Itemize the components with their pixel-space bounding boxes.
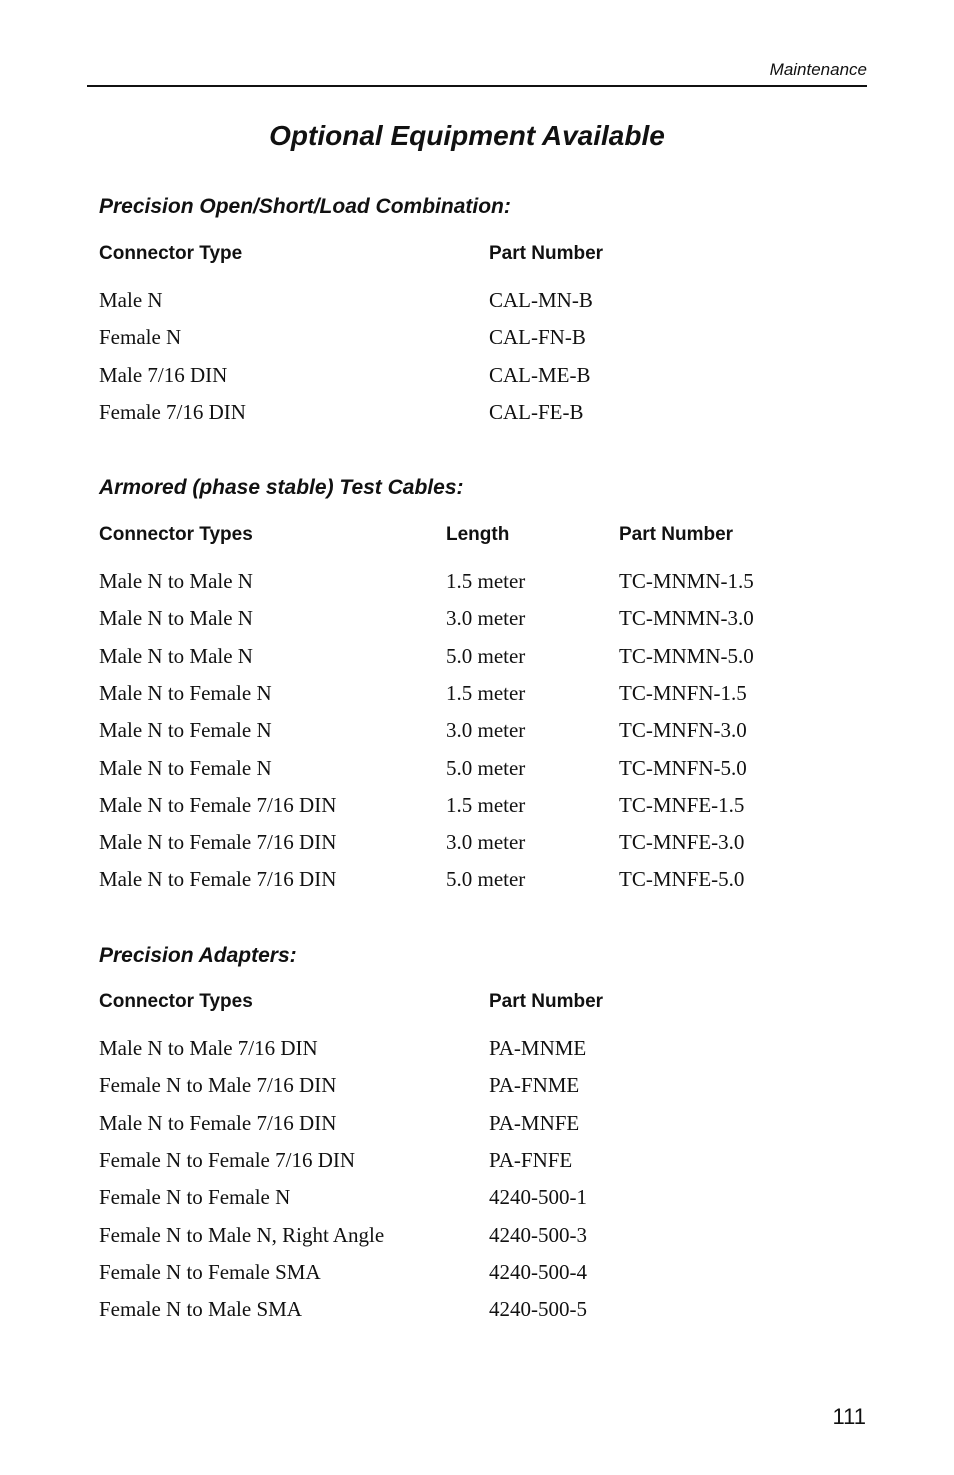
section-title-test-cables: Armored (phase stable) Test Cables: xyxy=(99,476,464,499)
part-number-cell: TC-MNMN-1.5 xyxy=(619,569,754,593)
table-row xyxy=(0,1036,954,1066)
column-header-part-number: Part Number xyxy=(489,991,604,1012)
length-cell: 1.5 meter xyxy=(446,792,526,817)
connector-cell: Male N to Female 7/16 DIN xyxy=(99,830,337,855)
connector-cell: Male N to Male 7/16 DIN xyxy=(99,1036,318,1060)
table-row xyxy=(0,288,954,318)
table-row xyxy=(0,363,954,393)
connector-cell: Male 7/16 DIN xyxy=(99,362,228,387)
connector-cell: Male N xyxy=(99,288,163,312)
connector-cell: Female 7/16 DIN xyxy=(99,399,246,424)
table-row xyxy=(0,793,954,823)
table-row xyxy=(0,867,954,897)
part-number-cell: 4240-500-3 xyxy=(489,1222,587,1247)
part-number-cell: PA-FNME xyxy=(489,1073,580,1098)
table-row xyxy=(0,681,954,711)
table-row xyxy=(0,756,954,786)
length-cell: 3.0 meter xyxy=(446,606,526,631)
column-header-connector-types: Connector Types xyxy=(99,991,253,1012)
table-row xyxy=(0,1223,954,1253)
part-number-cell: CAL-MN-B xyxy=(489,288,593,312)
length-cell: 1.5 meter xyxy=(446,569,526,593)
page-number: 111 xyxy=(832,1404,866,1429)
connector-cell: Female N to Female 7/16 DIN xyxy=(99,1147,356,1172)
column-header-connector-type: Connector Type xyxy=(99,243,243,264)
connector-cell: Male N to Female N xyxy=(99,718,272,743)
connector-cell: Female N to Female SMA xyxy=(99,1259,321,1284)
running-header: Maintenance xyxy=(769,60,867,79)
length-cell: 5.0 meter xyxy=(446,755,526,780)
connector-cell: Female N to Male N, Right Angle xyxy=(99,1222,385,1247)
table-row xyxy=(0,1260,954,1290)
part-number-cell: CAL-FE-B xyxy=(489,399,584,424)
connector-cell: Male N to Female 7/16 DIN xyxy=(99,867,337,892)
part-number-cell: CAL-FN-B xyxy=(489,325,586,350)
part-number-cell: 4240-500-4 xyxy=(489,1259,587,1284)
connector-cell: Male N to Male N xyxy=(99,643,253,668)
length-cell: 3.0 meter xyxy=(446,718,526,743)
connector-cell: Female N to Male SMA xyxy=(99,1297,302,1322)
table-row xyxy=(0,569,954,599)
connector-cell: Male N to Female N xyxy=(99,755,272,780)
table-row xyxy=(0,718,954,748)
header-rule xyxy=(87,85,867,87)
part-number-cell: PA-MNME xyxy=(489,1036,587,1060)
part-number-cell: TC-MNFE-5.0 xyxy=(619,867,745,892)
table-row xyxy=(0,325,954,355)
part-number-cell: TC-MNFN-3.0 xyxy=(619,718,747,743)
table-row xyxy=(0,1073,954,1103)
connector-cell: Male N to Male N xyxy=(99,569,253,593)
part-number-cell: TC-MNFN-5.0 xyxy=(619,755,747,780)
table-row xyxy=(0,606,954,636)
part-number-cell: TC-MNFN-1.5 xyxy=(619,680,747,705)
connector-cell: Male N to Female N xyxy=(99,680,272,705)
part-number-cell: 4240-500-1 xyxy=(489,1185,587,1210)
table-row xyxy=(0,400,954,430)
length-cell: 3.0 meter xyxy=(446,830,526,855)
part-number-cell: TC-MNMN-5.0 xyxy=(619,643,754,668)
column-header-part-number: Part Number xyxy=(619,524,734,545)
table-row xyxy=(0,1148,954,1178)
length-cell: 5.0 meter xyxy=(446,643,526,668)
page-title: Optional Equipment Available xyxy=(269,120,665,151)
part-number-cell: TC-MNFE-1.5 xyxy=(619,792,745,817)
table-row xyxy=(0,644,954,674)
part-number-cell: TC-MNFE-3.0 xyxy=(619,830,745,855)
connector-cell: Male N to Female 7/16 DIN xyxy=(99,792,337,817)
length-cell: 1.5 meter xyxy=(446,680,526,705)
table-row xyxy=(0,1297,954,1327)
column-header-connector-types: Connector Types xyxy=(99,524,253,545)
part-number-cell: PA-FNFE xyxy=(489,1147,573,1172)
column-header-length: Length xyxy=(446,524,510,545)
table-row xyxy=(0,830,954,860)
connector-cell: Female N xyxy=(99,325,182,350)
part-number-cell: CAL-ME-B xyxy=(489,362,591,387)
part-number-cell: PA-MNFE xyxy=(489,1110,580,1135)
section-title-calibration: Precision Open/Short/Load Combination: xyxy=(99,195,511,218)
part-number-cell: 4240-500-5 xyxy=(489,1297,587,1322)
connector-cell: Male N to Female 7/16 DIN xyxy=(99,1110,337,1135)
length-cell: 5.0 meter xyxy=(446,867,526,892)
table-row xyxy=(0,1185,954,1215)
part-number-cell: TC-MNMN-3.0 xyxy=(619,606,754,631)
connector-cell: Female N to Female N xyxy=(99,1185,291,1210)
connector-cell: Female N to Male 7/16 DIN xyxy=(99,1073,337,1098)
connector-cell: Male N to Male N xyxy=(99,606,253,631)
table-row xyxy=(0,1111,954,1141)
column-header-part-number: Part Number xyxy=(489,243,604,264)
section-title-adapters: Precision Adapters: xyxy=(99,944,297,967)
